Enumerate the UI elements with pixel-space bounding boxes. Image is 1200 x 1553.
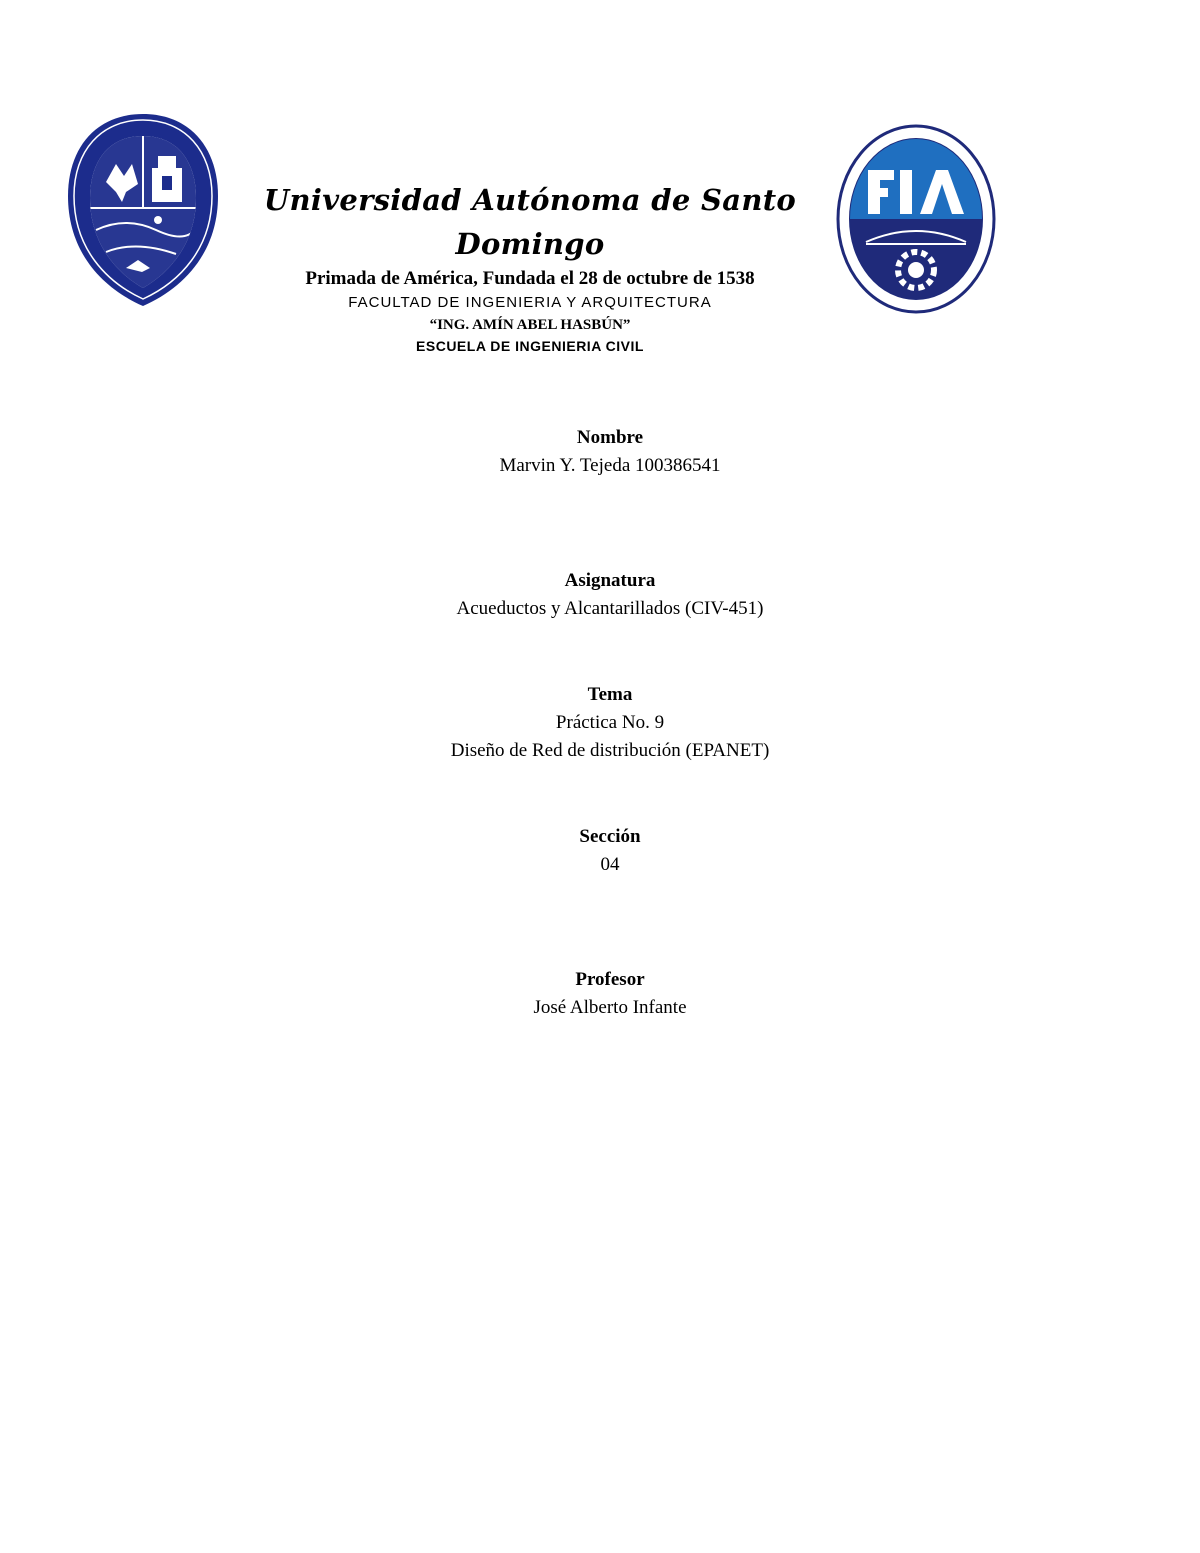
- faculty-line: FACULTAD DE INGENIERIA Y ARQUITECTURA: [348, 294, 712, 311]
- faculty-name-line: “ING. AMÍN ABEL HASBÚN”: [429, 317, 631, 333]
- tema-value-1: Práctica No. 9: [555, 712, 665, 733]
- field-nombre: [300, 424, 920, 480]
- school-line: ESCUELA DE INGENIERIA CIVIL: [416, 338, 644, 354]
- uasd-seal-icon: [66, 112, 220, 308]
- institution-header: [240, 178, 820, 356]
- tema-label: Tema: [587, 684, 633, 705]
- asignatura-value: Acueductos y Alcantarillados (CIV-451): [456, 598, 764, 619]
- tema-value-2: Diseño de Red de distribución (EPANET): [450, 740, 770, 761]
- field-tema: [300, 681, 920, 765]
- field-seccion: [300, 823, 920, 879]
- founded-line: Primada de América, Fundada el 28 de octubre de 1538: [305, 268, 755, 289]
- field-asignatura: [300, 567, 920, 623]
- seccion-label: Sección: [579, 826, 641, 847]
- asignatura-label: Asignatura: [564, 570, 656, 591]
- profesor-value: José Alberto Infante: [533, 997, 687, 1018]
- nombre-value: Marvin Y. Tejeda 100386541: [499, 455, 721, 476]
- profesor-label: Profesor: [575, 969, 645, 990]
- university-name: Universidad Autónoma de Santo Domingo: [263, 183, 797, 261]
- fia-seal-icon: [836, 124, 996, 314]
- seccion-value: 04: [600, 854, 620, 875]
- nombre-label: Nombre: [576, 427, 644, 448]
- field-profesor: [300, 966, 920, 1022]
